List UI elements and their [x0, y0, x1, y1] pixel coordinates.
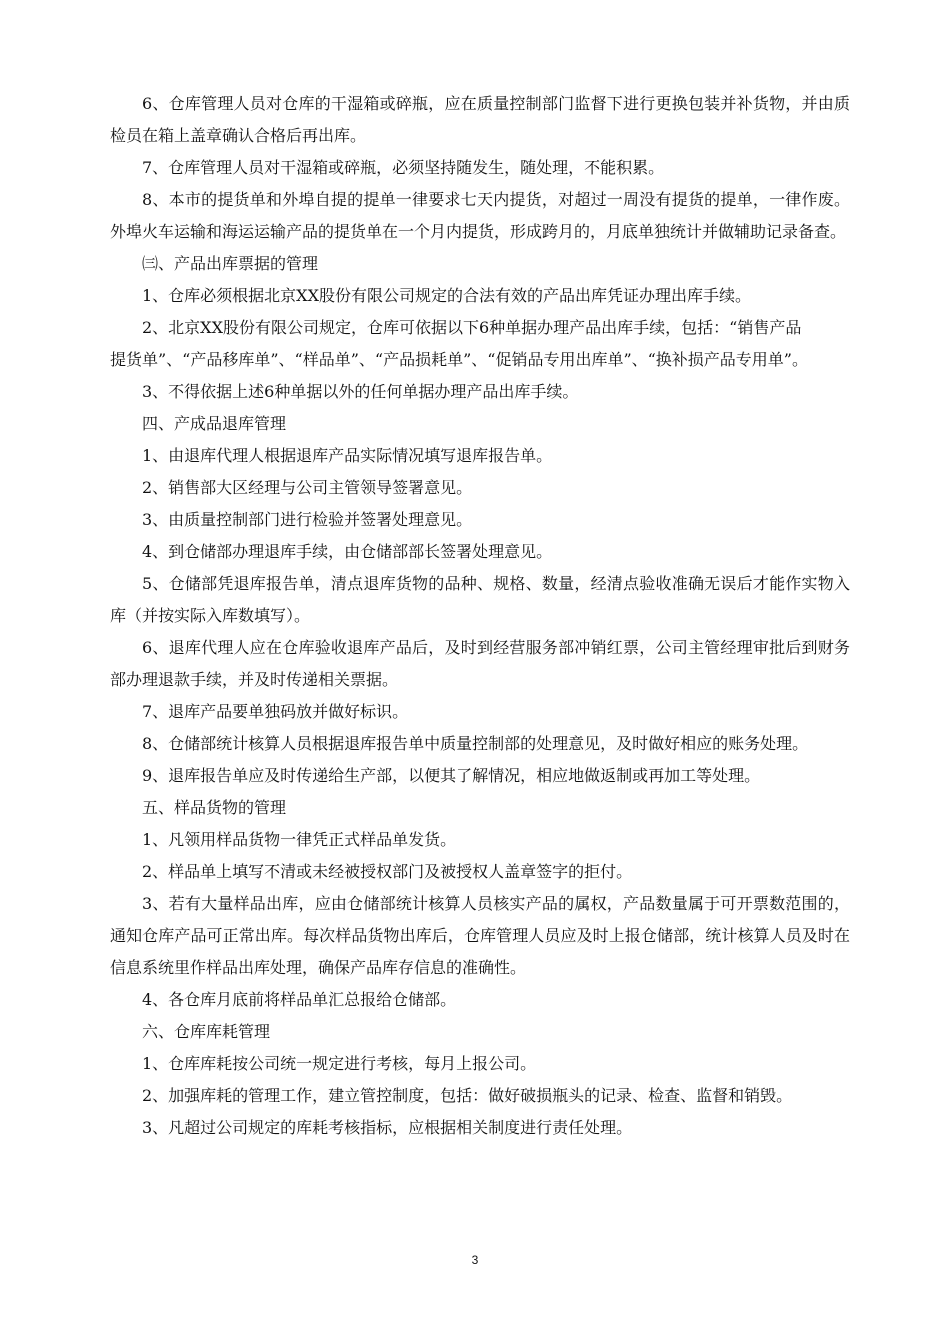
paragraph-15: 9、退库报告单应及时传递给生产部，以便其了解情况，相应地做返制或再加工等处理。	[142, 766, 761, 785]
document-body	[110, 88, 850, 1144]
paragraph-5: 2、北京XX股份有限公司规定，仓库可依据以下6种单据办理产品出库手续，包括：“销售产品	[142, 318, 802, 337]
page-number: 3	[471, 1253, 479, 1267]
paragraph-22: 3、凡超过公司规定的库耗考核指标，应根据相关制度进行责任处理。	[142, 1118, 633, 1137]
section-heading-4: 四、产成品退库管理	[142, 414, 287, 433]
paragraph-3: 8、本市的提货单和外埠自提的提单一律要求七天内提货，对超过一周没有提货的提单，一律作废。外埠火车运输和海运运输产品的提货单在一个月内提货，形成跨月的，月底单独统计并做辅助记录备查。	[110, 190, 850, 241]
paragraph-13: 7、退库产品要单独码放并做好标识。	[142, 702, 409, 721]
paragraph-18: 3、若有大量样品出库，应由仓储部统计核算人员核实产品的属权，产品数量属于可开票数范围的，通知仓库产品可正常出库。每次样品货物出库后，仓库管理人员应及时上报仓储部，统计核算人员及时在信息系统里作样品出库处理，确保产品库存信息的准确性。	[110, 894, 850, 977]
paragraph-11: 5、仓储部凭退库报告单，清点退库货物的品种、规格、数量，经清点验收准确无误后才能作实物入库（并按实际入库数填写）。	[110, 574, 850, 625]
paragraph-21: 2、加强库耗的管理工作，建立管控制度，包括：做好破损瓶头的记录、检查、监督和销毁。	[142, 1086, 793, 1105]
paragraph-4: 1、仓库必须根据北京XX股份有限公司规定的合法有效的产品出库凭证办理出库手续。	[142, 286, 751, 305]
paragraph-14: 8、仓储部统计核算人员根据退库报告单中质量控制部的处理意见，及时做好相应的账务处理。	[142, 734, 809, 753]
section-heading-6: 六、仓库库耗管理	[142, 1022, 271, 1041]
paragraph-7: 1、由退库代理人根据退库产品实际情况填写退库报告单。	[142, 446, 553, 465]
paragraph-19: 4、各仓库月底前将样品单汇总报给仓储部。	[142, 990, 457, 1009]
section-heading-5: 五、样品货物的管理	[142, 798, 287, 817]
paragraph-9: 3、由质量控制部门进行检验并签署处理意见。	[142, 510, 473, 529]
paragraph-10: 4、到仓储部办理退库手续，由仓储部部长签署处理意见。	[142, 542, 553, 561]
paragraph-1: 6、仓库管理人员对仓库的干湿箱或碎瓶，应在质量控制部门监督下进行更换包装并补货物，并由质检员在箱上盖章确认合格后再出库。	[110, 94, 850, 145]
paragraph-5-continued: 提货单”、“产品移库单”、“样品单”、“产品损耗单”、“促销品专用出库单”、“换补损产品专用单”。	[110, 350, 808, 369]
paragraph-20: 1、仓库库耗按公司统一规定进行考核，每月上报公司。	[142, 1054, 537, 1073]
paragraph-17: 2、样品单上填写不清或未经被授权部门及被授权人盖章签字的拒付。	[142, 862, 633, 881]
paragraph-8: 2、销售部大区经理与公司主管领导签署意见。	[142, 478, 473, 497]
paragraph-6: 3、不得依据上述6种单据以外的任何单据办理产品出库手续。	[142, 382, 579, 401]
paragraph-12: 6、退库代理人应在仓库验收退库产品后，及时到经营服务部冲销红票，公司主管经理审批后到财务部办理退款手续，并及时传递相关票据。	[110, 638, 850, 689]
paragraph-2: 7、仓库管理人员对干湿箱或碎瓶，必须坚持随发生，随处理，不能积累。	[142, 158, 665, 177]
paragraph-16: 1、凡领用样品货物一律凭正式样品单发货。	[142, 830, 457, 849]
section-heading-3: ㈢、产品出库票据的管理	[142, 254, 319, 273]
